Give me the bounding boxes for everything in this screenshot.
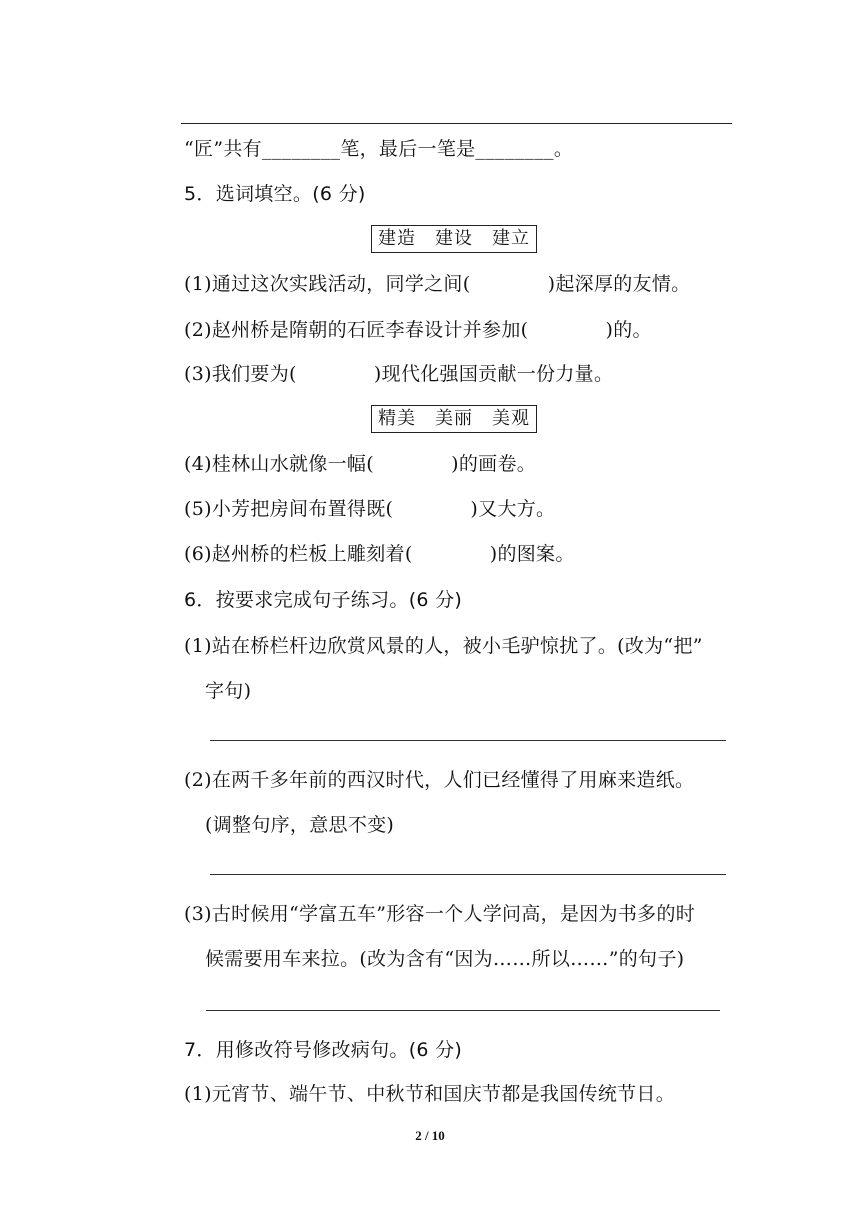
question-5-item-2: (2)赵州桥是隋朝的石匠李春设计并参加( )的。: [184, 319, 652, 341]
question-6-item-3-line-2: 候需要用车来拉。(改为含有“因为……所以……”的句子): [205, 948, 685, 970]
question-5-item-1: (1)通过这次实践活动，同学之间( )起深厚的友情。: [184, 273, 691, 295]
question-6-item-1-line-2: 字句): [205, 680, 252, 702]
question-5-item-3: (3)我们要为( )现代化强国贡献一份力量。: [184, 363, 614, 385]
top-rule: [181, 123, 732, 124]
question-6-heading: 6．按要求完成句子练习。(6 分): [184, 589, 463, 611]
question-5-item-4: (4)桂林山水就像一幅( )的画卷。: [184, 453, 537, 475]
stroke-count-question: “匠”共有________笔，最后一笔是________。: [184, 138, 574, 160]
question-6-item-1-line-1: (1)站在桥栏杆边欣赏风景的人，被小毛驴惊扰了。(改为“把”: [184, 635, 703, 657]
question-5-item-5: (5)小芳把房间布置得既( )又大方。: [184, 498, 556, 520]
word-choice-box-1: 建造 建设 建立: [371, 225, 537, 253]
question-6-item-2-line-2: (调整句序，意思不变): [205, 814, 395, 836]
question-6-item-3-line-1: (3)古时候用“学富五车”形容一个人学问高，是因为书多的时: [184, 903, 696, 925]
question-7-heading: 7．用修改符号修改病句。(6 分): [184, 1039, 463, 1061]
answer-line-6-1[interactable]: [210, 740, 726, 741]
word-choice-box-2: 精美 美丽 美观: [371, 405, 537, 433]
question-5-item-6: (6)赵州桥的栏板上雕刻着( )的图案。: [184, 543, 575, 565]
answer-line-6-2[interactable]: [210, 874, 726, 875]
question-7-item-1: (1)元宵节、端午节、中秋节和国庆节都是我国传统节日。: [184, 1083, 676, 1105]
question-5-heading: 5．选词填空。(6 分): [184, 183, 366, 205]
question-6-item-2-line-1: (2)在两千多年前的西汉时代，人们已经懂得了用麻来造纸。: [184, 769, 695, 791]
answer-line-6-3[interactable]: [206, 1010, 720, 1011]
page-number: 2 / 10: [415, 1128, 445, 1143]
